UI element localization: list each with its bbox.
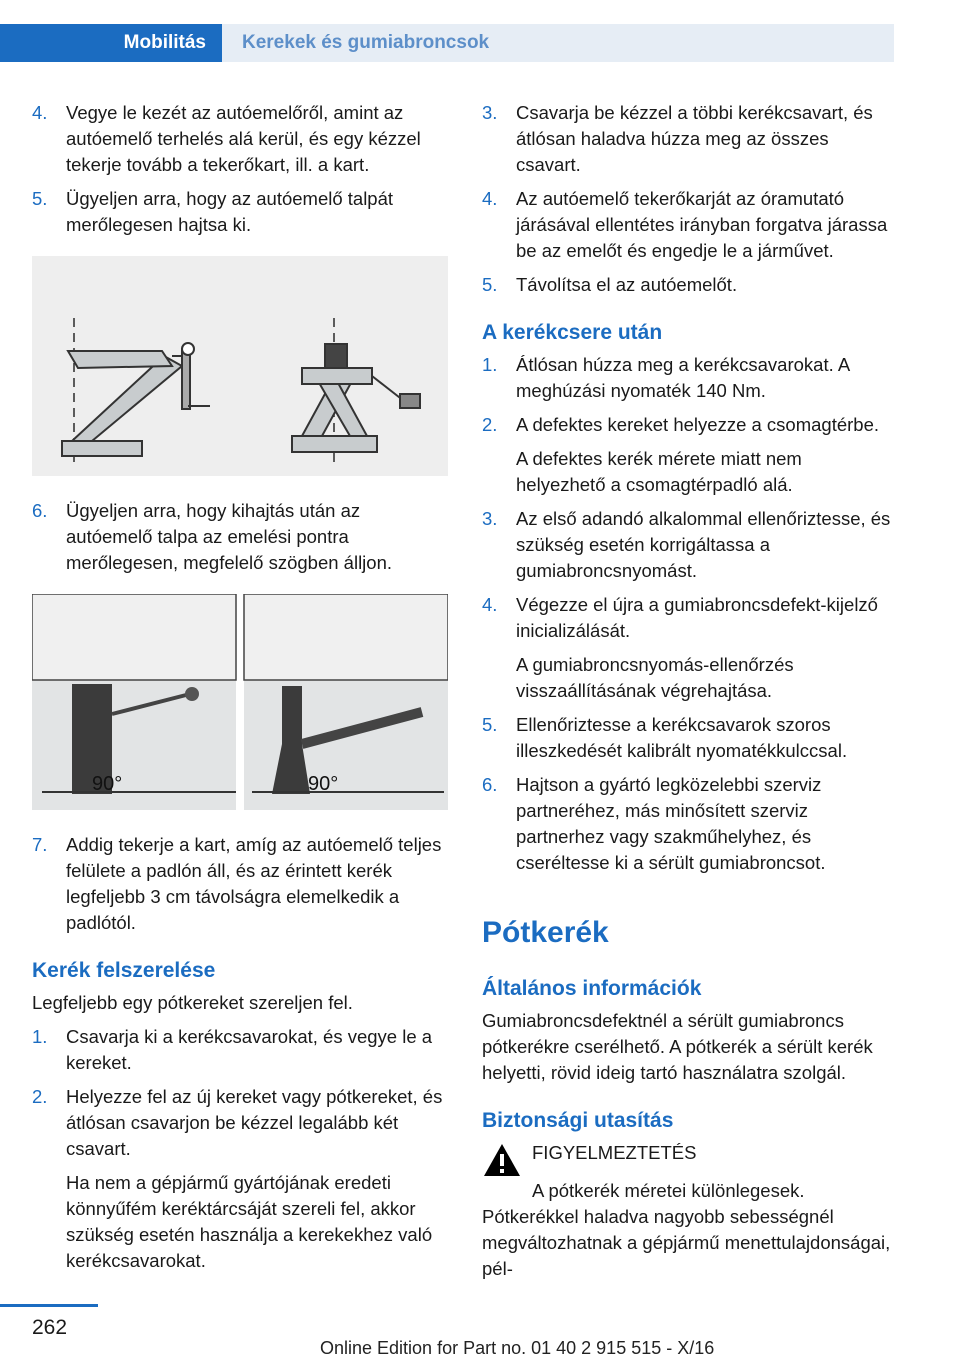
list-item [32, 498, 448, 576]
step-text: A defektes kereket helyezze a csomagtérbe. [516, 414, 880, 435]
step-text: Addig tekerje a kart, amíg az autóemelő teljes felülete a padlón áll, és az érintett kerék legfeljebb 3 cm távolságra elemelkedik a padlótól. [66, 834, 442, 933]
list-item [482, 272, 894, 298]
list-item [482, 506, 894, 584]
step-text: Végezze el újra a gumiabroncsdefekt-kijelző inicializálását. [516, 594, 878, 641]
step-text: Átlósan húzza meg a kerékcsavarokat. A meghúzási nyomaték 140 Nm. [516, 354, 850, 401]
angle-label-right: 90° [308, 773, 339, 795]
step-number: 1. [32, 1026, 48, 1047]
list-item [482, 352, 894, 404]
step-number: 7. [32, 834, 48, 855]
step-number: 6. [482, 774, 498, 795]
section-heading-after: A kerékcsere után [482, 321, 663, 344]
list-item [482, 412, 894, 438]
list-item [32, 1024, 448, 1076]
step-note: A defektes kerék mérete miatt nem helyezhető a csomagtérpadló alá. [516, 448, 802, 495]
step-text: Csavarja be kézzel a többi kerékcsavart, és átlósan haladva húzza meg az összes csavart. [516, 102, 873, 175]
list-item [32, 1084, 448, 1162]
header-tabs [0, 0, 960, 62]
step-number: 2. [32, 1086, 48, 1107]
step-number: 4. [482, 594, 498, 615]
section-heading-safety: Biztonsági utasítás [482, 1109, 674, 1132]
jack-angle-illustration [32, 594, 448, 810]
step-text: Az első adandó alkalommal ellenőriztesse, és szükség esetén korrigáltassa a gumiabroncsnyomást. [516, 508, 891, 581]
step-text: Távolítsa el az autóemelőt. [516, 274, 738, 295]
step-text: Vegye le kezét az autóemelőről, amint az autóemelő terhelés alá kerül, és egy kézzel tekerje tovább a tekerőkart, ill. a kart. [66, 102, 421, 175]
step-number: 5. [32, 188, 48, 209]
step-number: 6. [32, 500, 48, 521]
section-heading-general: Általános információk [482, 977, 702, 1000]
page-number: 262 [32, 1316, 68, 1339]
warning-text-content: A pótkerék méretei különlegesek. Pótkerékkel haladva nagyobb sebességnél megváltozhatnak a gépjármű menettulajdonságai, pél- [482, 1180, 891, 1279]
footer-rule [0, 1304, 98, 1307]
step-number: 5. [482, 714, 498, 735]
step-number: 5. [482, 274, 498, 295]
jack-angle-diagram [32, 594, 448, 810]
jack-scissor [292, 344, 420, 452]
spare-wheel-title: Pótkerék [482, 916, 609, 949]
warning-triangle-icon [482, 1142, 522, 1178]
section-heading-mount: Kerék felszerelése [32, 959, 216, 982]
step-text: Ügyeljen arra, hogy az autóemelő talpát merőlegesen hajtsa ki. [66, 188, 394, 235]
jack-foot-illustration [32, 256, 448, 476]
step-number: 2. [482, 414, 498, 435]
right-column [482, 100, 894, 1290]
list-item [32, 832, 448, 936]
step-text: Csavarja ki a kerékcsavarokat, és vegye le a kereket. [66, 1026, 433, 1073]
step-number: 3. [482, 102, 498, 123]
list-item [32, 186, 448, 238]
step-number: 4. [482, 188, 498, 209]
general-text: Gumiabroncsdefektnél a sérült gumiabroncs pótkerékre cserélhető. A pótkerék a sérült kerék helyetti, rövid ideig tartó használatra szolgál. [482, 1010, 873, 1083]
list-item [482, 592, 894, 644]
list-item [482, 772, 894, 876]
edition-text: Online Edition for Part no. 01 40 2 915 515 - X/16 [320, 1338, 715, 1358]
step-text: Az autóemelő tekerőkarját az óramutató járásával ellentétes irányban forgatva járassa be az emelőt és engedje le a járművet. [516, 188, 888, 261]
list-item [482, 712, 894, 764]
warning-label: FIGYELMEZTETÉS [532, 1142, 697, 1163]
step-text: Hajtson a gyártó legközelebbi szerviz partneréhez, más minősített szerviz partnerhez vagy szakműhelyhez, és cseréltesse ki a sérült gumiabroncsot. [516, 774, 826, 873]
tab-mobilitas[interactable]: Mobilitás [0, 24, 222, 62]
jack-angled [62, 343, 210, 456]
step-number: 3. [482, 508, 498, 529]
step-number: 1. [482, 354, 498, 375]
step-text: Helyezze fel az új kereket vagy pótkereket, és átlósan csavarjon be kézzel legalább két csavart. [66, 1086, 443, 1159]
tab-kerekek[interactable]: Kerekek és gumiabroncsok [222, 24, 894, 62]
step-text: Ellenőriztesse a kerékcsavarok szoros illeszkedését kalibrált nyomatékkulccsal. [516, 714, 848, 761]
warning-text [482, 1178, 894, 1282]
warning-block [482, 1140, 894, 1178]
list-item [482, 100, 894, 178]
step-text: Ügyeljen arra, hogy kihajtás után az autóemelő talpa az emelési pontra merőlegesen, megfelelő szögben álljon. [66, 500, 393, 573]
left-column [32, 100, 448, 1282]
mount-intro: Legfeljebb egy pótkereket szereljen fel. [32, 992, 353, 1013]
angle-label-left: 90° [92, 773, 123, 795]
list-item [482, 186, 894, 264]
step-number: 4. [32, 102, 48, 123]
jack-diagram [32, 256, 448, 476]
step-note: A gumiabroncsnyomás-ellenőrzés visszaállításának végrehajtása. [516, 654, 794, 701]
step-note: Ha nem a gépjármű gyártójának eredeti könnyűfém keréktárcsáját szereli fel, akkor szükség esetén használja a kerekekhez való kerékcsavarokat. [66, 1172, 433, 1271]
list-item [32, 100, 448, 178]
